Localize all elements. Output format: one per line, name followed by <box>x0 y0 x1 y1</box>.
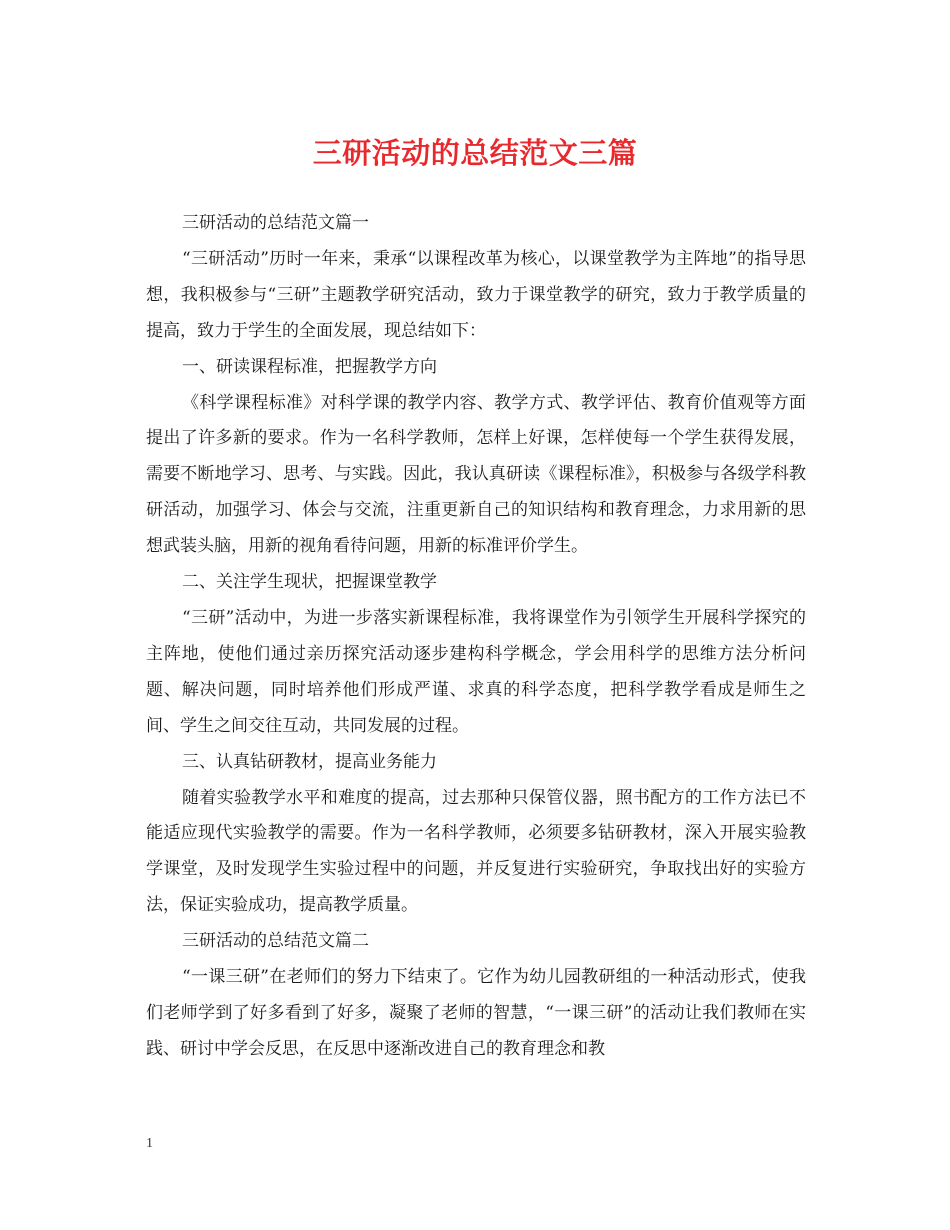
section-heading-1: 一、研读课程标准，把握教学方向 <box>182 356 437 377</box>
section-heading-3: 三、认真钻研教材，提高业务能力 <box>182 751 437 772</box>
section-heading-article-2: 三研活动的总结范文篇二 <box>182 931 369 952</box>
page-number: 1 <box>146 1136 153 1151</box>
body-paragraph-article-2: “一课三研”在老师们的努力下结束了。它作为幼儿园教研组的一种活动形式，使我们老师学到了好多看到了好多，凝聚了老师的智慧，“一课三研”的活动让我们教师在实践、研讨中学会反思，在反思中逐渐改进自己的教育理念和教 <box>146 967 806 1059</box>
section-heading-article-1: 三研活动的总结范文篇一 <box>182 213 369 233</box>
body-paragraph-intro: “三研活动”历时一年来，秉承“以课程改革为核心，以课堂教学为主阵地”的指导思想，我积极参与“三研”主题教学研究活动，致力于课堂教学的研究，致力于教学质量的提高，致力于学生的全面发展，现总结如下： <box>146 248 806 341</box>
body-paragraph-1: 《科学课程标准》对科学课的教学内容、教学方式、教学评估、教育价值观等方面提出了许多新的要求。作为一名科学教师，怎样上好课，怎样使每一个学生获得发展，需要不断地学习、思考、与实践。因此，我认真研读《课程标准》，积极参与各级学科教研活动，加强学习、体会与交流，注重更新自己的知识结构和教育理念，力求用新的思想武装头脑，用新的视角看待问题，用新的标准评价学生。 <box>146 392 806 557</box>
document-body <box>146 206 806 1068</box>
body-paragraph-3: 随着实验教学水平和难度的提高，过去那种只保管仪器，照书配方的工作方法已不能适应现代实验教学的需要。作为一名科学教师，必须要多钻研教材，深入开展实验教学课堂，及时发现学生实验过程中的问题，并反复进行实验研究，争取找出好的实验方法，保证实验成功，提高教学质量。 <box>146 787 806 916</box>
document-title: 三研活动的总结范文三篇 <box>312 136 638 170</box>
section-heading-2: 二、关注学生现状，把握课堂教学 <box>182 572 437 593</box>
body-paragraph-2: “三研”活动中，为进一步落实新课程标准，我将课堂作为引领学生开展科学探究的主阵地，使他们通过亲历探究活动逐步建构科学概念，学会用科学的思维方法分析问题、解决问题，同时培养他们形成严谨、求真的科学态度，把科学教学看成是师生之间、学生之间交往互动，共同发展的过程。 <box>146 607 806 736</box>
